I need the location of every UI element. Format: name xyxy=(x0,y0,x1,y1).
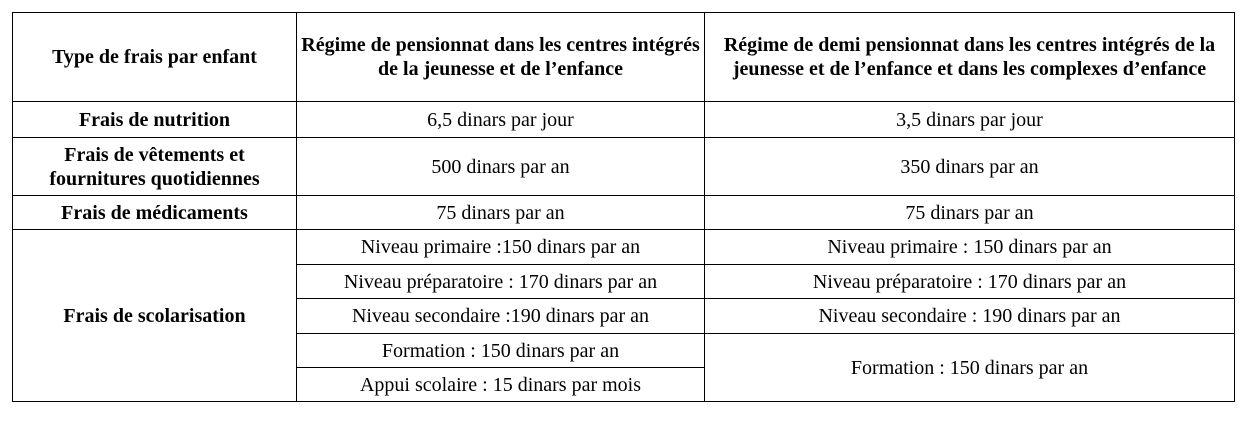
cell-demi-pensionnat-nutrition: 3,5 dinars par jour xyxy=(705,102,1235,138)
cell-demi-pensionnat-preparatoire: Niveau préparatoire : 170 dinars par an xyxy=(705,265,1235,299)
cell-pensionnat-formation: Formation : 150 dinars par an xyxy=(297,334,705,368)
cell-pensionnat-vetements: 500 dinars par an xyxy=(297,138,705,196)
cell-pensionnat-preparatoire: Niveau préparatoire : 170 dinars par an xyxy=(297,265,705,299)
cell-demi-pensionnat-formation: Formation : 150 dinars par an xyxy=(705,334,1235,402)
cell-pensionnat-nutrition: 6,5 dinars par jour xyxy=(297,102,705,138)
cell-demi-pensionnat-primaire: Niveau primaire : 150 dinars par an xyxy=(705,230,1235,265)
row-label-medicaments: Frais de médicaments xyxy=(13,196,297,230)
table-row xyxy=(13,230,1235,265)
row-label-nutrition: Frais de nutrition xyxy=(13,102,297,138)
cell-demi-pensionnat-vetements: 350 dinars par an xyxy=(705,138,1235,196)
cell-pensionnat-appui-scolaire: Appui scolaire : 15 dinars par mois xyxy=(297,368,705,402)
header-pensionnat: Régime de pensionnat dans les centres intégrés de la jeunesse et de l’enfance xyxy=(297,13,705,102)
table-row xyxy=(13,196,1235,230)
header-demi-pensionnat: Régime de demi pensionnat dans les centres intégrés de la jeunesse et de l’enfance et dans les complexes d’enfance xyxy=(705,13,1235,102)
fees-table xyxy=(12,12,1235,402)
cell-pensionnat-primaire: Niveau primaire :150 dinars par an xyxy=(297,230,705,265)
table-row xyxy=(13,102,1235,138)
cell-demi-pensionnat-medicaments: 75 dinars par an xyxy=(705,196,1235,230)
table-header-row xyxy=(13,13,1235,102)
cell-demi-pensionnat-secondaire: Niveau secondaire : 190 dinars par an xyxy=(705,299,1235,334)
cell-pensionnat-secondaire: Niveau secondaire :190 dinars par an xyxy=(297,299,705,334)
header-type: Type de frais par enfant xyxy=(13,13,297,102)
table-row xyxy=(13,138,1235,196)
row-label-vetements: Frais de vêtements et fournitures quotidiennes xyxy=(13,138,297,196)
cell-pensionnat-medicaments: 75 dinars par an xyxy=(297,196,705,230)
row-label-scolarisation: Frais de scolarisation xyxy=(13,230,297,402)
